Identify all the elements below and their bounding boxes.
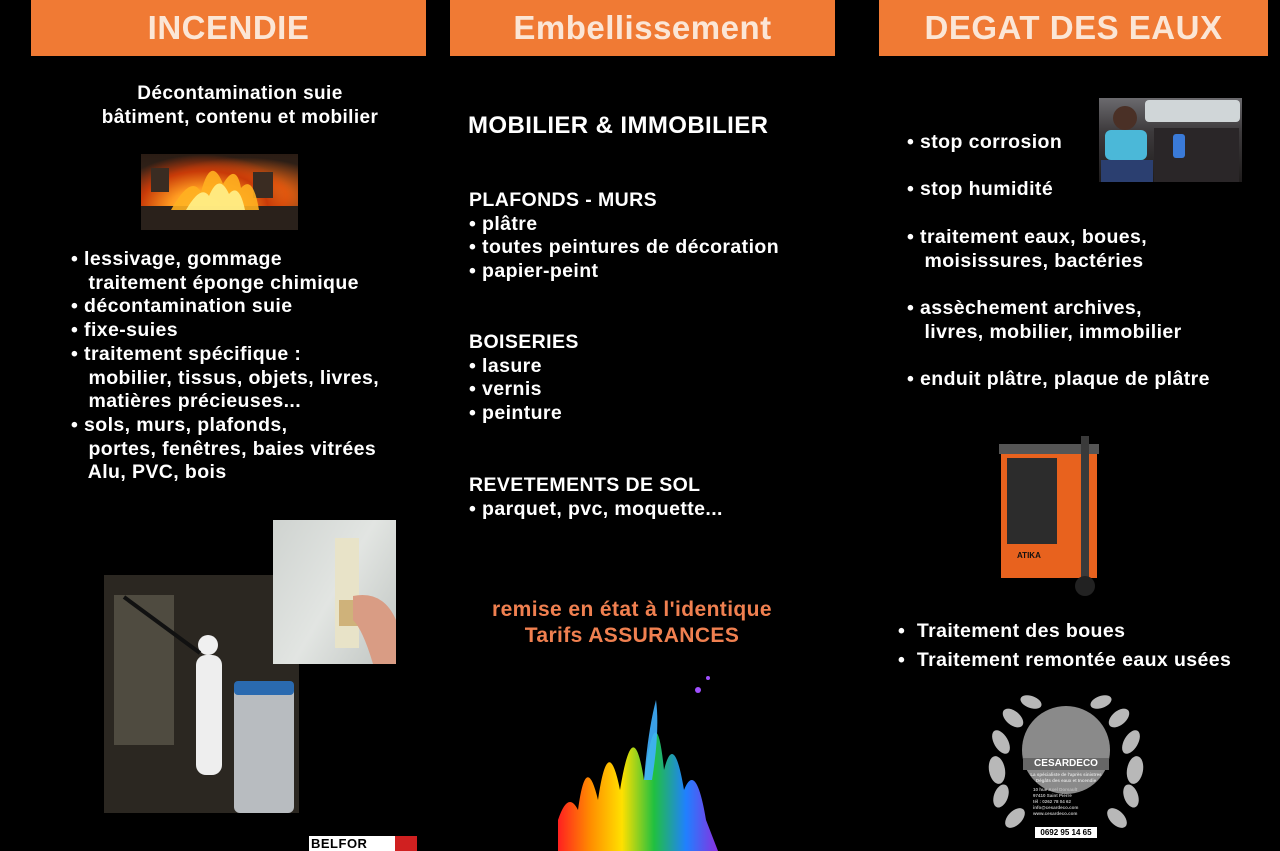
revetements-section: REVETEMENTS DE SOL • parquet, pvc, moquette... <box>469 474 723 520</box>
machine-brand-label: ATIKA <box>1017 551 1041 560</box>
cesardeco-logo <box>983 690 1149 840</box>
fire-flames-icon <box>141 154 298 230</box>
embellissement-heading: MOBILIER & IMMOBILIER <box>468 112 769 139</box>
traitement-list: • Traitement des boues • Traitement remontée eaux usées <box>898 620 1232 671</box>
fire-photo <box>141 154 298 230</box>
cesardeco-address: 10 hue Axel Dorsault 97410 Saint Pierre tél : 0262 78 04 62 info@cesardeco.com www.cesardeco.com <box>1033 787 1079 816</box>
cesardeco-phone: 0692 95 14 65 <box>1035 827 1097 838</box>
cesardeco-tagline: La spécialiste de l'après sinistres Dégâts des eaux et Incendie <box>1030 772 1102 783</box>
boiseries-section: BOISERIES • lasure • vernis • peinture <box>469 331 579 425</box>
plafonds-murs-section: PLAFONDS - MURS • plâtre • toutes peintures de décoration • papier-peint <box>469 189 780 283</box>
cesardeco-name: CESARDECO <box>1023 758 1109 770</box>
remise-tarifs-text: remise en état à l'identique Tarifs ASSURANCES <box>492 598 772 647</box>
belfor-logo-text: BELFOR <box>311 836 368 851</box>
incendie-services-list: • lessivage, gommage traitement éponge chimique • décontamination suie • fixe-suies • traitement spécifique : mobilier, tissus, objets, livres, matières précieuses... • sols, murs, plafonds, portes, fenêtres, baies vitrées Alu, PVC, bois <box>71 248 380 484</box>
embellissement-banner: Embellissement <box>450 0 835 56</box>
decontamination-worker-photo <box>104 575 299 813</box>
degat-banner: DEGAT DES EAUX <box>879 0 1268 56</box>
incendie-banner: INCENDIE <box>31 0 426 56</box>
dehumidifier-photo <box>997 436 1103 598</box>
sink-repair-photo <box>1099 98 1242 182</box>
paint-splash-photo <box>548 670 728 851</box>
belfor-logo <box>309 836 417 851</box>
incendie-intro: Décontamination suie bâtiment, contenu et mobilier <box>101 83 379 128</box>
wall-sanding-photo <box>273 520 396 664</box>
degat-services-list: • stop corrosion • stop humidité • traitement eaux, boues, moisissures, bactéries • assèchement archives, livres, mobilier, immobilier • enduit plâtre, plaque de plâtre <box>907 131 1210 391</box>
